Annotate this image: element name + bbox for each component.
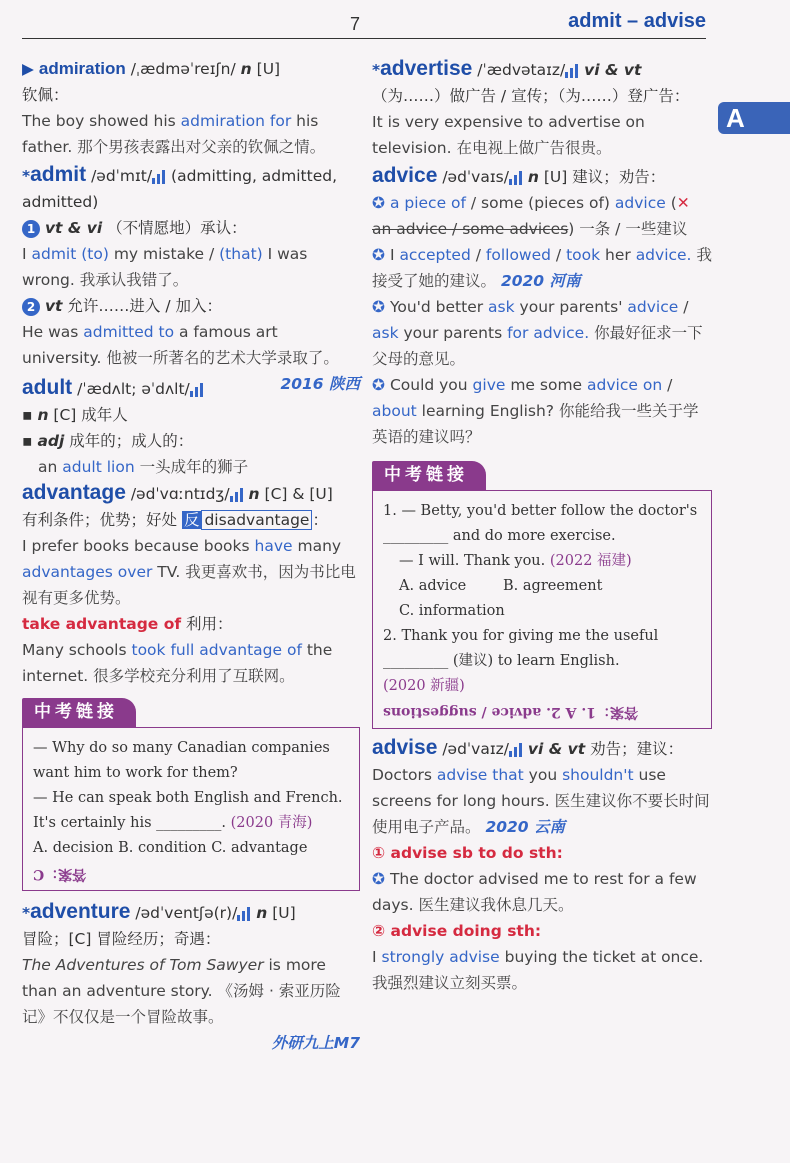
opposite-badge: 反 <box>183 511 200 529</box>
source: 2020 河南 <box>500 272 581 290</box>
headword: advice <box>372 164 438 187</box>
example: ✪ The doctor advised me to rest for a few days. 医生建议我休息几天。 <box>372 870 697 914</box>
entry-admiration <box>22 56 360 160</box>
example: I admit (to) my mistake / (that) I was wrong. 我承认我错了。 <box>22 245 308 289</box>
left-column <box>22 56 360 1056</box>
pattern: ① advise sb to do sth: <box>372 844 563 862</box>
answer: 答案：C <box>33 866 87 882</box>
headword: admit <box>30 163 87 186</box>
example: an adult lion 一头成年的狮子 <box>38 458 249 476</box>
phonetic: /ˌædməˈreɪʃn/ <box>130 60 236 78</box>
page-number: 7 <box>350 14 361 34</box>
exam-box-title: 中考链接 <box>372 461 486 490</box>
frequency-icon <box>509 171 523 185</box>
headword: advertise <box>380 57 473 80</box>
entry-advice: advice /ədˈvaɪs/ n [U] 建议；劝告： ✪ a piece of / some (pieces of) advice (✕ an advice / some advices) 一条 / 一些建议 ✪ I accepted / followed / took her advice. 我接受了她的建议。 2020 河南 ✪ You'd better ask your parents' advice / ask your parents for advice. 你最好征求一下父母的意见。 ✪ Could you give me some advice on / about learning English? 你能给我一些关于学英语的建议吗？ <box>372 163 712 450</box>
frequency-icon <box>152 170 166 184</box>
usage-note: ✪ a piece of / some (pieces of) advice (✕ an advice / some advices) 一条 / 一些建议 <box>372 194 690 238</box>
example: ✪ You'd better ask your parents' advice / ask your parents for advice. 你最好征求一下父母的意见。 <box>372 298 703 368</box>
wrong-icon: ✕ <box>676 194 690 212</box>
star-icon: * <box>372 61 381 79</box>
headword: adventure <box>30 900 131 923</box>
phonetic: /ədˈvɑːntɪdʒ/ <box>130 485 230 503</box>
source: 2020 云南 <box>485 818 565 836</box>
example: The Adventures of Tom Sawyer is more than an adventure story. 《汤姆 · 索亚历险记》不仅仅是一个冒险故事。 <box>22 956 341 1026</box>
example: It is very expensive to advertise on television. 在电视上做广告很贵。 <box>372 113 645 157</box>
example: Many schools took full advantage of the internet. 很多学校充分利用了互联网。 <box>22 641 333 685</box>
example: He was admitted to a famous art university. 他被一所著名的艺术大学录取了。 2016 陕西 <box>22 319 360 371</box>
exam-box: 中考链接 1. — Betty, you'd better follow the doctor's _________ and do more exercise. — I will. Thank you. (2022 福建) A. advice B. agreement C. information 2. Thank you for giving me the useful _________ (建议) to learn English. (2020 新疆) 答案：1. A 2. advice / suggestions <box>372 490 712 729</box>
right-column <box>372 56 712 996</box>
arrow-icon: ▶ <box>22 60 34 78</box>
star-icon: * <box>22 167 31 185</box>
source: 2016 陕西 <box>280 375 360 393</box>
answer: 答案：1. A 2. advice / suggestions <box>383 704 638 720</box>
phonetic: /ˈædʌlt; əˈdʌlt/ <box>77 380 190 398</box>
headword-range: admit – advise <box>568 10 706 32</box>
phonetic: /ədˈmɪt/ <box>91 167 153 185</box>
entry-advertise: *advertise /ˈædvətaɪz/ vi & vt （为……）做广告 / 宣传；（为……）登广告： It is very expensive to advertise on television. 在电视上做广告很贵。 <box>372 56 712 161</box>
headword: advise <box>372 736 438 759</box>
tag: [U] <box>256 60 281 78</box>
check-icon: ✪ <box>372 298 385 316</box>
forms: (admitting, admitted, admitted) <box>22 167 337 211</box>
meaning: 钦佩： <box>22 86 69 104</box>
frequency-icon <box>230 488 244 502</box>
example: I strongly advise buying the ticket at once. 我强烈建议立刻买票。 <box>372 948 704 992</box>
example: The boy showed his admiration for his father. 那个男孩表露出对父亲的钦佩之情。 <box>22 112 326 156</box>
frequency-icon <box>190 383 204 397</box>
phonetic: /ədˈvaɪz/ <box>442 740 509 758</box>
check-icon: ✪ <box>372 246 385 264</box>
sense-number: 2 <box>22 298 40 316</box>
phrase: take advantage of <box>22 615 182 633</box>
phonetic: /ədˈvaɪs/ <box>442 168 509 186</box>
headword: admiration <box>38 59 126 78</box>
phonetic: /ədˈventʃə(r)/ <box>135 904 238 922</box>
example: I prefer books because books have many advantages over TV. 我更喜欢书，因为书比电视有更多优势。 <box>22 537 356 607</box>
source: 外研九上M7 <box>271 1034 360 1052</box>
exam-box-title: 中考链接 <box>22 698 136 727</box>
entry-adventure: *adventure /ədˈventʃə(r)/ n [U] 冒险；[C] 冒险经历；奇遇： The Adventures of Tom Sawyer is more than an adventure story. 《汤姆 · 索亚历险记》不仅仅是一个冒险故事。 外研九上M7 <box>22 900 360 1052</box>
letter-tab: A <box>718 102 790 134</box>
header-rule <box>22 38 706 39</box>
opposite-word: disadvantage <box>201 510 312 530</box>
example: ✪ I accepted / followed / took her advice. 我接受了她的建议。 2020 河南 <box>372 246 712 290</box>
star-icon: * <box>22 904 31 922</box>
entry-advantage: advantage /ədˈvɑːntɪdʒ/ n [C] & [U] 有利条件；优势；好处 反 disadvantage ： I prefer books because books have many advantages over TV. 我更喜欢书，因为书比电视有更多优势。 take advantage of 利用： Many schools took full advantage of the internet. 很多学校充分利用了互联网。 <box>22 480 360 689</box>
entry-admit: *admit /ədˈmɪt/ (admitting, admitted, admitted) 1 vt & vi （不情愿地）承认： I admit (to) my mistake / (that) I was wrong. 我承认我错了。 2 vt 允许……进入 / 加入： He was admitted to a famous art university. 他被一所著名的艺术大学录取了。 2016 陕西 <box>22 162 360 371</box>
page-header <box>0 0 790 44</box>
headword: adult <box>22 376 73 399</box>
example: Doctors advise that you shouldn't use screens for long hours. 医生建议你不要长时间使用电子产品。 2020 云南 <box>372 766 710 836</box>
sense-number: 1 <box>22 220 40 238</box>
headword: advantage <box>22 481 126 504</box>
frequency-icon <box>237 907 251 921</box>
pos: n <box>240 60 252 78</box>
frequency-icon <box>509 743 523 757</box>
pattern: ② advise doing sth: <box>372 922 542 940</box>
exam-box: 中考链接 — Why do so many Canadian companies want him to work for them? — He can speak both English and French. It's certainly his _________. (2020 青海) A. decision B. condition C. advantage 答案：C <box>22 727 360 891</box>
phonetic: /ˈædvətaɪz/ <box>477 61 566 79</box>
check-icon: ✪ <box>372 194 385 212</box>
example: ✪ Could you give me some advice on / about learning English? 你能给我一些关于学英语的建议吗？ <box>372 376 699 446</box>
check-icon: ✪ <box>372 870 385 888</box>
frequency-icon <box>565 64 579 78</box>
entry-advise: advise /ədˈvaɪz/ vi & vt 劝告；建议： Doctors advise that you shouldn't use screens for long hours. 医生建议你不要长时间使用电子产品。 2020 云南 ① advise sb to do sth: ✪ The doctor advised me to rest for a few days. 医生建议我休息几天。 ② advise doing sth: I strongly advise buying the ticket at once. 我强烈建议立刻买票。 <box>372 735 712 996</box>
check-icon: ✪ <box>372 376 385 394</box>
entry-adult: adult /ˈædʌlt; əˈdʌlt/ ▪ n [C] 成年人 ▪ adj 成年的；成人的： an adult lion 一头成年的狮子 <box>22 375 360 480</box>
